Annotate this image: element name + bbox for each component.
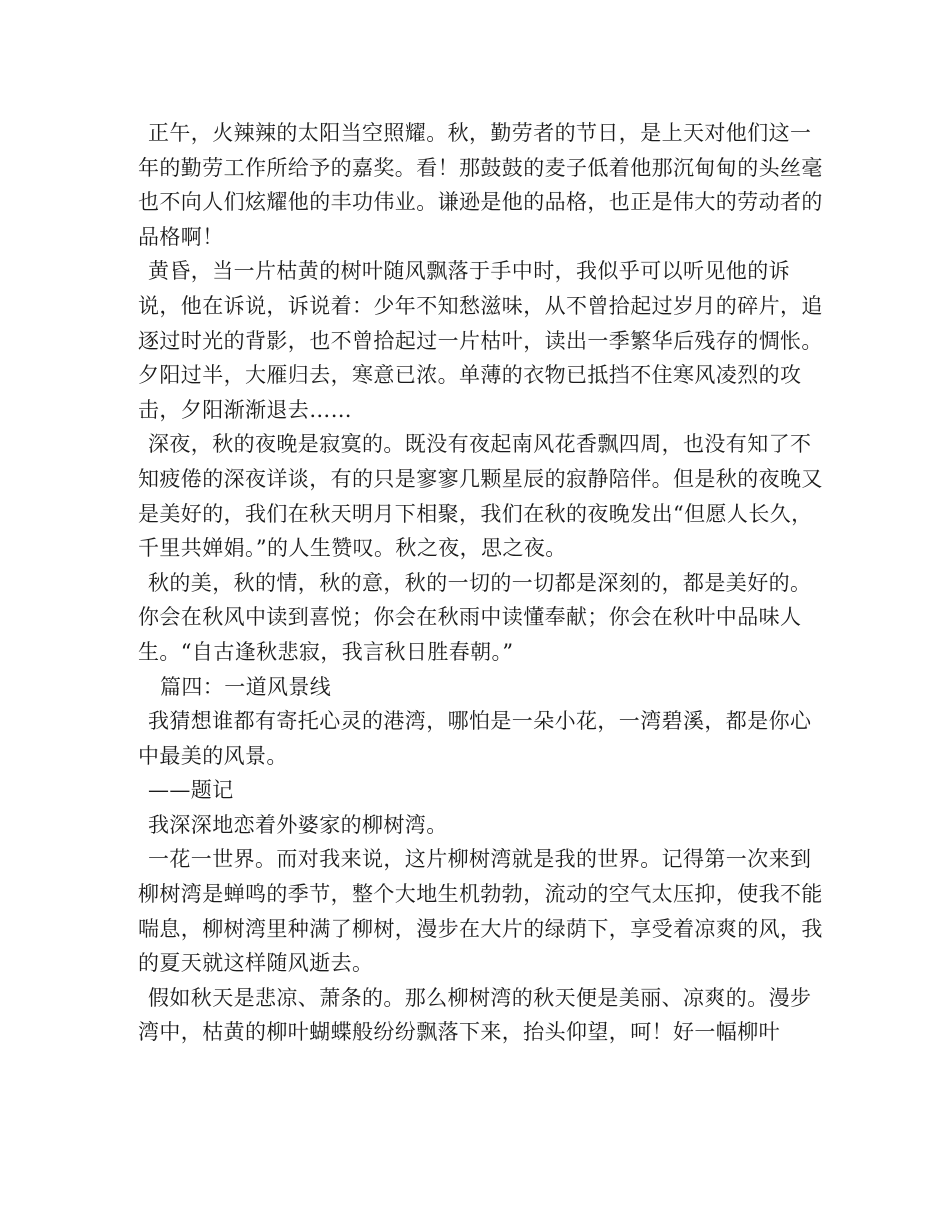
paragraph-autumn-beauty: 秋的美，秋的情，秋的意，秋的一切的一切都是深刻的，都是美好的。你会在秋风中读到喜悦；你会在秋雨中读懂奉献；你会在秋叶中品味人生。“自古逢秋悲寂，我言秋日胜春朝。” (138, 570, 812, 664)
epigraph-label: ——题记 (148, 778, 234, 803)
paragraph-harbor: 我猜想谁都有寄托心灵的港湾，哪怕是一朵小花，一湾碧溪，都是你心中最美的风景。 (138, 709, 812, 768)
paragraph-night: 深夜，秋的夜晚是寂寞的。既没有夜起南风花香飘四周，也没有知了不知疲倦的深夜详谈，有的只是寥寥几颗星辰的寂静陪伴。但是秋的夜晚又是美好的，我们在秋天明月下相聚，我们在秋的夜晚发出“但愿人长久，千里共婵娟。”的人生赞叹。秋之夜，思之夜。 (138, 432, 823, 561)
paragraph-dusk: 黄昏，当一片枯黄的树叶随风飘落于手中时，我似乎可以听见他的诉说，他在诉说，诉说着：少年不知愁滋味，从不曾拾起过岁月的碎片，追逐过时光的背影，也不曾拾起过一片枯叶，读出一季繁华后残存的惆怅。夕阳过半，大雁归去，寒意已浓。单薄的衣物已抵挡不住寒风凌烈的攻击，夕阳渐渐退去…… (138, 259, 823, 422)
section-heading: 篇四：一道风景线 (160, 674, 332, 699)
paragraph-summer: 一花一世界。而对我来说，这片柳树湾就是我的世界。记得第一次来到柳树湾是蝉鸣的季节，整个大地生机勃勃，流动的空气太压抑，使我不能喘息，柳树湾里种满了柳树，漫步在大片的绿荫下，享受着凉爽的风，我的夏天就这样随风逝去。 (138, 847, 823, 976)
paragraph-willow-bay: 我深深地恋着外婆家的柳树湾。 (148, 812, 448, 837)
document-body (138, 116, 828, 1050)
paragraph-noon: 正午，火辣辣的太阳当空照耀。秋，勤劳者的节日，是上天对他们这一年的勤劳工作所给予的嘉奖。看！那鼓鼓的麦子低着他那沉甸甸的头丝毫也不向人们炫耀他的丰功伟业。谦逊是他的品格，也正是伟大的劳动者的品格啊！ (138, 121, 823, 249)
paragraph-autumn-bay: 假如秋天是悲凉、萧条的。那么柳树湾的秋天便是美丽、凉爽的。漫步湾中，枯黄的柳叶蝴蝶般纷纷飘落下来，抬头仰望，呵！好一幅柳叶 (138, 985, 812, 1045)
